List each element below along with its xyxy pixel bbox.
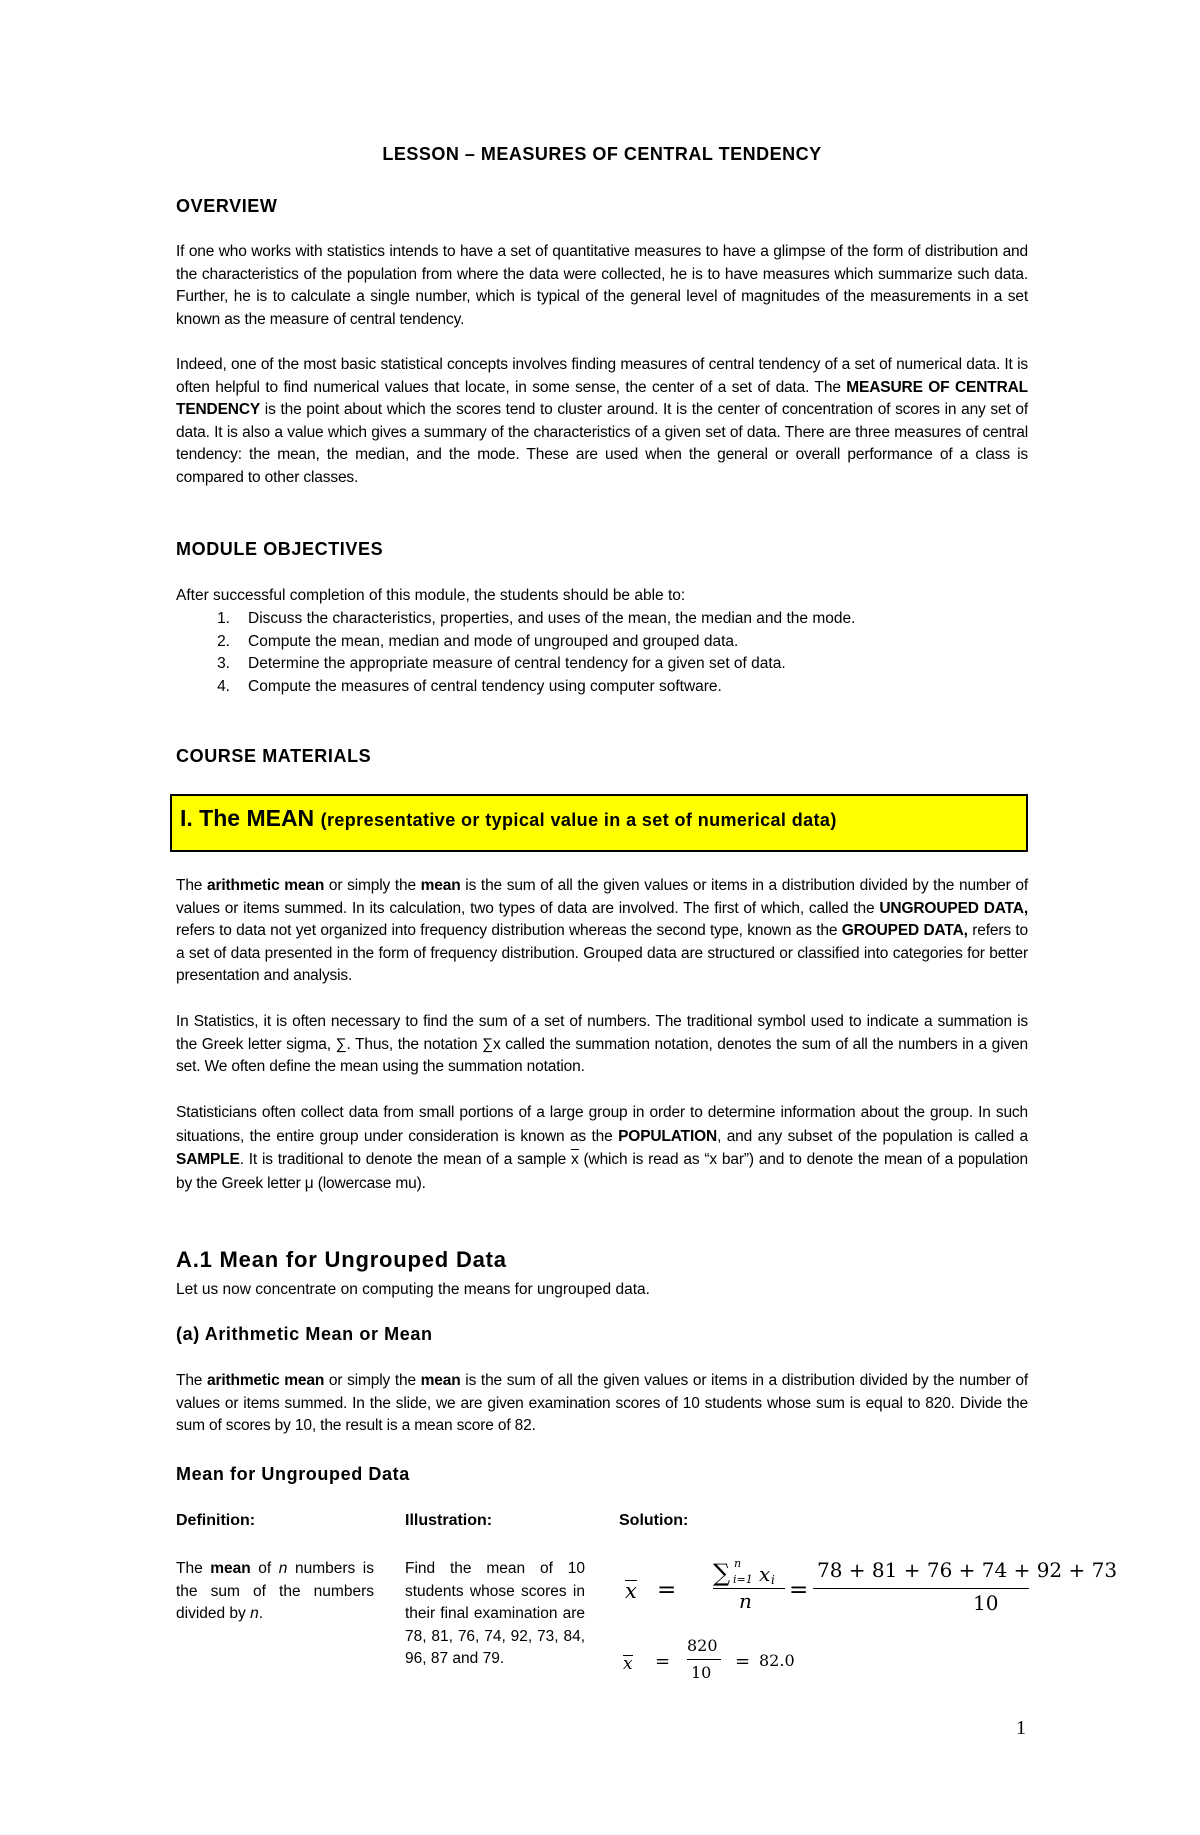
page-number: 1	[1016, 1717, 1026, 1739]
sigma-term-x: x	[759, 1562, 771, 1586]
sigma-symbol: ∑	[713, 1559, 731, 1587]
overview-heading: OVERVIEW	[176, 196, 278, 216]
illustration-header: Illustration:	[405, 1512, 493, 1529]
sum-denominator: 10	[973, 1591, 999, 1615]
result-denominator: 10	[691, 1663, 712, 1682]
formula-sum-fraction	[813, 1558, 1118, 1618]
sigma-lower-limit: i=1	[733, 1573, 753, 1586]
result-equals-1: =	[655, 1651, 671, 1672]
mean-result-value: 82.0	[759, 1651, 795, 1670]
arithmetic-mean-paragraph: The arithmetic mean or simply the mean is the sum of all the given values or items in a distribution divided by the number of values or items summed. In the slide, we are given examination scores of 10 students whose sum is equal to 820. Divide the sum of scores by 10, the result is a mean score of 82.	[176, 1372, 1028, 1435]
course-materials-heading: COURSE MATERIALS	[176, 746, 372, 766]
mean-formula	[619, 1557, 1118, 1628]
sigma-term-sub: i	[771, 1573, 775, 1587]
definition-header: Definition:	[176, 1512, 256, 1529]
section-a1-heading: A.1 Mean for Ungrouped Data	[176, 1247, 507, 1272]
list-item: 1. Discuss the characteristics, properties, and uses of the mean, the median and the mode.	[217, 610, 856, 627]
mean-table-heading: Mean for Ungrouped Data	[176, 1464, 410, 1484]
result-xbar: x	[623, 1654, 633, 1674]
arithmetic-mean-subheading: (a) Arithmetic Mean or Mean	[176, 1324, 433, 1344]
definition-text: The mean of n numbers is the sum of the numbers divided by n.	[176, 1560, 374, 1623]
objectives-heading: MODULE OBJECTIVES	[176, 539, 384, 559]
mean-section-banner	[170, 794, 1028, 852]
list-item: 3. Determine the appropriate measure of central tendency for a given set of data.	[217, 655, 786, 673]
list-item: 2. Compute the mean, median and mode of ungrouped and grouped data.	[217, 632, 739, 650]
section-a1-lead: Let us now concentrate on computing the means for ungrouped data.	[176, 1281, 650, 1298]
objectives-list	[176, 608, 855, 698]
overview-paragraph-2: Indeed, one of the most basic statistical concepts involves finding measures of central tendency of a set of numerical data. It is often helpful to find numerical values that locate, in some sense, the center of a set of data. The MEASURE OF CENTRAL TENDENCY is the point about which the scores tend to cluster around. It is the center of concentration of scores in any set of data. It is also a value which gives a summary of the characteristics of a given set of data. There are three measures of central tendency: the mean, the median, and the mode. These are used when the general or overall performance of a class is compared to other classes.	[176, 356, 1028, 486]
objectives-lead: After successful completion of this module, the students should be able to:	[176, 587, 686, 604]
list-item: 4. Compute the measures of central tendency using computer software.	[217, 677, 722, 695]
fraction-denominator-n: n	[739, 1589, 752, 1613]
mean-section-title: I. The MEAN (representative or typical value in a set of numerical data)	[180, 805, 837, 831]
formula-equals-1: =	[657, 1577, 677, 1603]
fraction-bar-3	[687, 1659, 721, 1660]
overview-paragraph-1: If one who works with statistics intends to have a set of quantitative measures to have a glimpse of the form of distribution and the characteristics of the population from where the data were collected, he is to have measures which summarize such data. Further, he is to calculate a single number, which is typical of the general level of magnitudes of the measurements in a set known as the measure of central tendency.	[176, 243, 1028, 328]
x-bar-symbol: x	[571, 1148, 579, 1172]
result-numerator: 820	[687, 1636, 718, 1655]
formula-equals-2: =	[789, 1577, 809, 1603]
formula-sigma-fraction	[713, 1558, 785, 1614]
lesson-title: LESSON – MEASURES OF CENTRAL TENDENCY	[382, 144, 822, 164]
population-sample-paragraph: Statisticians often collect data from small portions of a large group in order to determine information about the group. In such situations, the entire group under consideration is known as the POPULATION, and any subset of the population is called a SAMPLE. It is traditional to denote the mean of a sample x (which is read as “x bar”) and to denote the mean of a population by the Greek letter μ (lowercase mu).	[176, 1104, 1028, 1192]
measure-of-central-tendency-term: MEASURE OF CENTRAL TENDENCY	[176, 378, 1028, 419]
fraction-bar-2	[813, 1588, 1029, 1589]
summation-paragraph: In Statistics, it is often necessary to find the sum of a set of numbers. The traditional symbol used to indicate a summation is the Greek letter sigma, ∑. Thus, the notation ∑x called the summation notation, denotes the sum of all the numbers in a given set. We often define the mean using the summation notation.	[176, 1013, 1028, 1076]
sigma-upper-limit: n	[734, 1557, 742, 1570]
solution-header: Solution:	[619, 1512, 689, 1529]
illustration-text: Find the mean of 10 students whose scores in their final examination are 78, 81, 76, 74, 92, 73, 84, 96, 87 and 79.	[405, 1560, 585, 1668]
formula-xbar: x	[625, 1579, 637, 1603]
result-fraction	[687, 1636, 723, 1688]
result-equals-2: =	[735, 1651, 751, 1672]
mean-paragraph-1: The arithmetic mean or simply the mean is the sum of all the given values or items in a distribution divided by the number of values or items summed. In its calculation, two types of data are involved. The first of which, called the UNGROUPED DATA, refers to data not yet organized into frequency distribution whereas the second type, known as the GROUPED DATA, refers to a set of data presented in the form of frequency distribution. Grouped data are structured or classified into categories for better presentation and analysis.	[176, 877, 1029, 985]
mean-result-formula	[619, 1636, 819, 1696]
sum-numerator: 78 + 81 + 76 + 74 + 92 + 73	[817, 1558, 1118, 1582]
